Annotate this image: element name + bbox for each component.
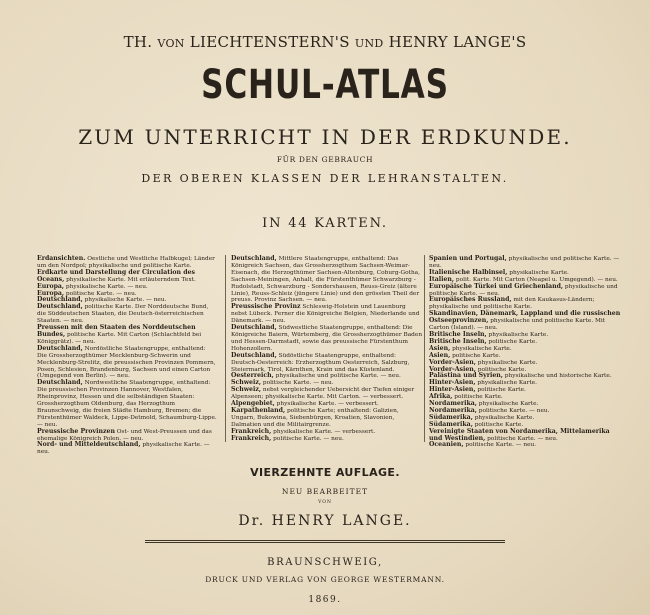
revised-line: NEU BEARBEITET [281, 487, 369, 496]
entry-description: politische Karte. Mit Carton (Schlachtfeld bei Königgrätz). — neu. [37, 331, 202, 345]
entry-description: physikalische Karte. — neu. [37, 442, 210, 456]
entry-description: politische Karte. — neu. [271, 435, 344, 442]
page-title: SCHUL-ATLAS [201, 62, 449, 108]
contents-entry [231, 304, 423, 325]
entry-heading: Oceanien, [429, 441, 464, 449]
entry-description: physikalische und politische Karte. Mit Carton (Island). — neu. [429, 318, 606, 332]
entry-description: Nordwestliche Staatengruppe, enthaltend: Die preussischen Provinzen Hannover, Westfalen, Rheinprovinz, Hessen und die selbständigen Staaten: Grossherzogthum Oldenburg, das Herzogthum Braunschweig, die freien Städte Hamburg, Bremen; die Fürstenthümer Waldeck, Lippe-Detmold, Schaumburg-Lippe. — neu. [37, 380, 217, 428]
entry-heading: Schweiz, [231, 386, 262, 394]
publisher-city: BRAUNSCHWEIG, [267, 557, 383, 568]
entry-description: physikalische Karte. — neu. [64, 283, 148, 290]
entry-heading: Karpathenland, [231, 406, 286, 414]
entry-description: physikalische und politische Karte. — neu. [429, 283, 618, 297]
entry-heading: Nord- und Mitteldeutschland, [37, 441, 141, 449]
divider-rule [145, 542, 505, 543]
entry-description: politische Karte. — neu. [485, 435, 558, 442]
authors-name1: LIECHTENSTERN'S [184, 33, 355, 51]
contents-entry [429, 297, 621, 311]
entry-description: Ost- und West-Preussen und das ehemalige Königreich Polen. — neu. [37, 428, 212, 442]
contents-entry [231, 256, 423, 304]
entry-description: politische Karte; enthaltend: Galizien, Ungarn, Bukowina, Siebenbürgen, Kroatien, Slavonien, Dalmatien und die Militairgrenze. [231, 407, 399, 428]
entry-description: Nordöstliche Staatengruppe, enthaltend: Die Grossherzogthümer Mecklenburg-Schwerin und Mecklenburg-Strelitz, die preussischen Provinzen Pommern, Posen, Schlesien, Brandenburg, Sachsen und einen Carton (Umgegend von Berlin). — neu. [37, 345, 216, 380]
entry-heading: Hinter-Asien, [429, 379, 476, 387]
authors-von: VON [157, 37, 185, 50]
contents-entry [429, 429, 621, 443]
entry-heading: Frankreich, [231, 434, 272, 442]
entry-heading: Asien, [429, 351, 451, 359]
entry-heading: Deutschland, [231, 324, 277, 332]
klassen-line: DER OBEREN KLASSEN DER LEHRANSTALTEN. [141, 172, 509, 185]
entry-heading: Preussen mit den Staaten des Norddeutschen Bundes, [37, 324, 196, 338]
entry-heading: Spanien und Portugal, [429, 255, 507, 262]
entry-heading: Preussische Provinzen [37, 427, 115, 435]
entry-heading: Europa, [37, 282, 65, 290]
authors-line [0, 33, 650, 51]
entry-description: politische Karte. — neu. [64, 290, 137, 297]
entry-heading: Deutschland, [37, 296, 83, 304]
entry-heading: Erdkarte und Darstellung der Circulation des Oceans, [37, 268, 195, 283]
entry-description: physikalische Karte. — verbessert. [274, 401, 379, 408]
contents-column-2 [231, 256, 423, 442]
contents-entry [429, 346, 621, 353]
entry-heading: Deutschland, [231, 255, 277, 262]
editor-surname: HENRY LANGE. [271, 513, 412, 529]
entry-heading: Hinter-Asien, [429, 386, 476, 394]
entry-description: politische Karte. — neu. [463, 442, 537, 449]
entry-description: physikalische Karte. [476, 401, 539, 408]
entry-heading: Skandinavien, Dänemark, Lappland und die russischen Ostseeprovinzen, [429, 310, 621, 325]
contents-entry [37, 256, 217, 270]
contents-entry [37, 304, 217, 325]
publication-year: 1869. [308, 595, 342, 605]
contents-entry [37, 346, 217, 381]
entry-heading: Deutschland, [231, 351, 277, 359]
entry-description: nebst vergleichender Uebersicht der Tiefen einiger Alpenseen; physikalische Karte. Mit Carton. — verbessert. [231, 387, 415, 401]
entry-heading: Vorder-Asien, [429, 358, 476, 366]
entry-description: Südwestliche Staatengruppe, enthaltend: Die Königreiche Baiern, Würtemberg, die Grossherzogthümer Baden und Hessen-Darmstadt, sowie das preussische Fürstenthum Hohenzollern. [231, 325, 423, 352]
entry-description: Mittlere Staatengruppe, enthaltend: Das Königreich Sachsen, das Grossherzogthum Sachsen-Weimar-Eisenach, die Herzogthümer Sachsen-Altenburg, Coburg-Gotha, Sachsen-Meiningen, Anhalt, die Fürstenthümer Schwarzburg - Rudolstadt, Schwarzburg - Sondershausen, Reuss-Greiz (ältere Linie), Reuss-Schleiz (jüngere Linie) und den grössten Theil der preuss. Provinz Sachsen. — neu. [231, 256, 420, 304]
entry-description: politische Karte. [450, 352, 501, 359]
von-line: VON [318, 500, 332, 505]
entry-heading: Nordamerika, [429, 400, 477, 408]
contents-entry [231, 387, 423, 401]
entry-heading: Nordamerika, [429, 406, 477, 414]
entry-description: politische Karte. [486, 338, 538, 345]
entry-description: physikalische Karte. [475, 359, 538, 366]
contents-entry [37, 325, 217, 346]
contents-entry [429, 442, 621, 449]
entry-description: politische Karte. [472, 421, 524, 428]
entry-description: physikalische Karte. [507, 269, 569, 276]
entry-description: physikalische und historische Karte. [502, 373, 612, 380]
publisher-line: DRUCK UND VERLAG VON GEORGE WESTERMANN. [205, 575, 445, 584]
entry-description: physikalische und politische Karte. — neu. [273, 373, 401, 380]
entry-heading: Italienische Halbinsel, [429, 268, 508, 276]
contents-column-1 [37, 256, 217, 456]
entry-description: politische Karte. — neu. [476, 407, 550, 414]
entry-heading: Vereinigte Staaten von Nordamerika, Mittelamerika und Westindien, [429, 427, 610, 442]
entry-heading: Frankreich, [231, 427, 272, 435]
contents-entry [429, 270, 621, 277]
entry-heading: Britische Inseln, [429, 330, 487, 338]
entry-heading: Südamerika, [429, 413, 473, 421]
entry-description: politische Karte. [452, 394, 503, 401]
entry-description: physikalische Karte. [472, 414, 535, 421]
contents-entry [231, 436, 423, 443]
contents-entry [429, 311, 621, 332]
contents-entry [429, 339, 621, 346]
entry-heading: Italien, [429, 275, 455, 283]
entry-heading: Palästina und Syrien, [429, 372, 503, 380]
contents-entry [231, 408, 423, 429]
entry-heading: Deutschland, [37, 344, 83, 352]
contents-entry [231, 325, 423, 353]
fuer-line: FÜR DEN GEBRAUCH [276, 155, 374, 164]
contents-column-3 [429, 256, 621, 449]
column-divider [225, 255, 226, 442]
editor-name [0, 513, 650, 529]
contents-entry [37, 270, 217, 284]
entry-heading: Preussische Provinz [231, 303, 301, 311]
entry-description: physikalische Karte. — verbessert. [271, 428, 376, 435]
contents-entry [37, 380, 217, 428]
entry-description: politische Karte. [475, 366, 527, 373]
map-count: IN 44 KARTEN. [262, 216, 388, 231]
contents-entry [231, 353, 423, 374]
entry-heading: Vorder-Asien, [429, 365, 476, 373]
authors-name2: HENRY LANGE'S [383, 33, 527, 51]
contents-entry [37, 429, 217, 443]
entry-heading: Alpengebiet, [231, 400, 275, 408]
entry-description: Schleswig-Holstein und Lauenburg nebst Lübeck. Ferner die Königreiche Belgien, Niederlande und Dänemark. — neu. [231, 304, 420, 325]
entry-heading: Europäische Türkei und Griechenland, [429, 282, 564, 290]
entry-description: physikalische Karte. [486, 331, 549, 338]
entry-heading: Deutschland, [37, 379, 83, 387]
entry-heading: Schweiz, [231, 379, 262, 387]
editor-title: Dr. [238, 513, 272, 529]
entry-description: mit den Kaukasus-Ländern; physikalische und politische Karte. [429, 297, 595, 311]
entry-heading: Oesterreich, [231, 372, 274, 380]
entry-heading: Britische Inseln, [429, 337, 487, 345]
entry-description: physikalische Karte. Mit erläuterndem Text. [64, 276, 196, 283]
contents-entry [429, 256, 621, 270]
entry-description: Südöstliche Staatengruppe, enthaltend: Deutsch-Oesterreich: Erzherzogthum Oesterreich, Salzburg, Steiermark, Tirol, Kärnthen, Krain und das Küstenland. [231, 352, 410, 373]
entry-description: polit. Karte. Mit Carton (Neapel u. Umgegend). — neu. [454, 276, 618, 283]
column-divider [424, 255, 425, 442]
entry-heading: Europa, [37, 289, 65, 297]
authors-und: UND [354, 37, 384, 50]
entry-description: politische Karte. Der Norddeutsche Bund, die Süddeutschen Staaten, die Deutsch-österreichischen Staaten. — neu. [37, 304, 209, 325]
contents-entry [429, 284, 621, 298]
entry-heading: Afrika, [429, 393, 453, 401]
subtitle: ZUM UNTERRICHT IN DER ERDKUNDE. [78, 125, 572, 149]
entry-description: physikalische Karte. [450, 345, 512, 352]
entry-description: physikalische und politische Karte. — neu. [429, 256, 620, 269]
entry-description: politische Karte. [475, 387, 526, 394]
contents-entry [37, 442, 217, 456]
entry-description: physikalische Karte. [475, 380, 538, 387]
authors-prefix: TH. [123, 33, 158, 51]
entry-heading: Europäisches Russland, [429, 296, 512, 304]
entry-heading: Südamerika, [429, 420, 473, 428]
entry-heading: Asien, [429, 344, 451, 352]
entry-description: physikalische Karte. — neu. [82, 297, 167, 304]
edition: VIERZEHNTE AUFLAGE. [250, 466, 400, 479]
entry-heading: Deutschland, [37, 303, 83, 311]
entry-description: politische Karte. — neu. [261, 380, 334, 387]
entry-description: Oestliche und Westliche Halbkugel; Länder um den Nordpol; physikalische und politische Karte. [37, 256, 215, 269]
divider-rule [145, 540, 505, 541]
entry-heading: Erdansichten. [37, 255, 86, 262]
